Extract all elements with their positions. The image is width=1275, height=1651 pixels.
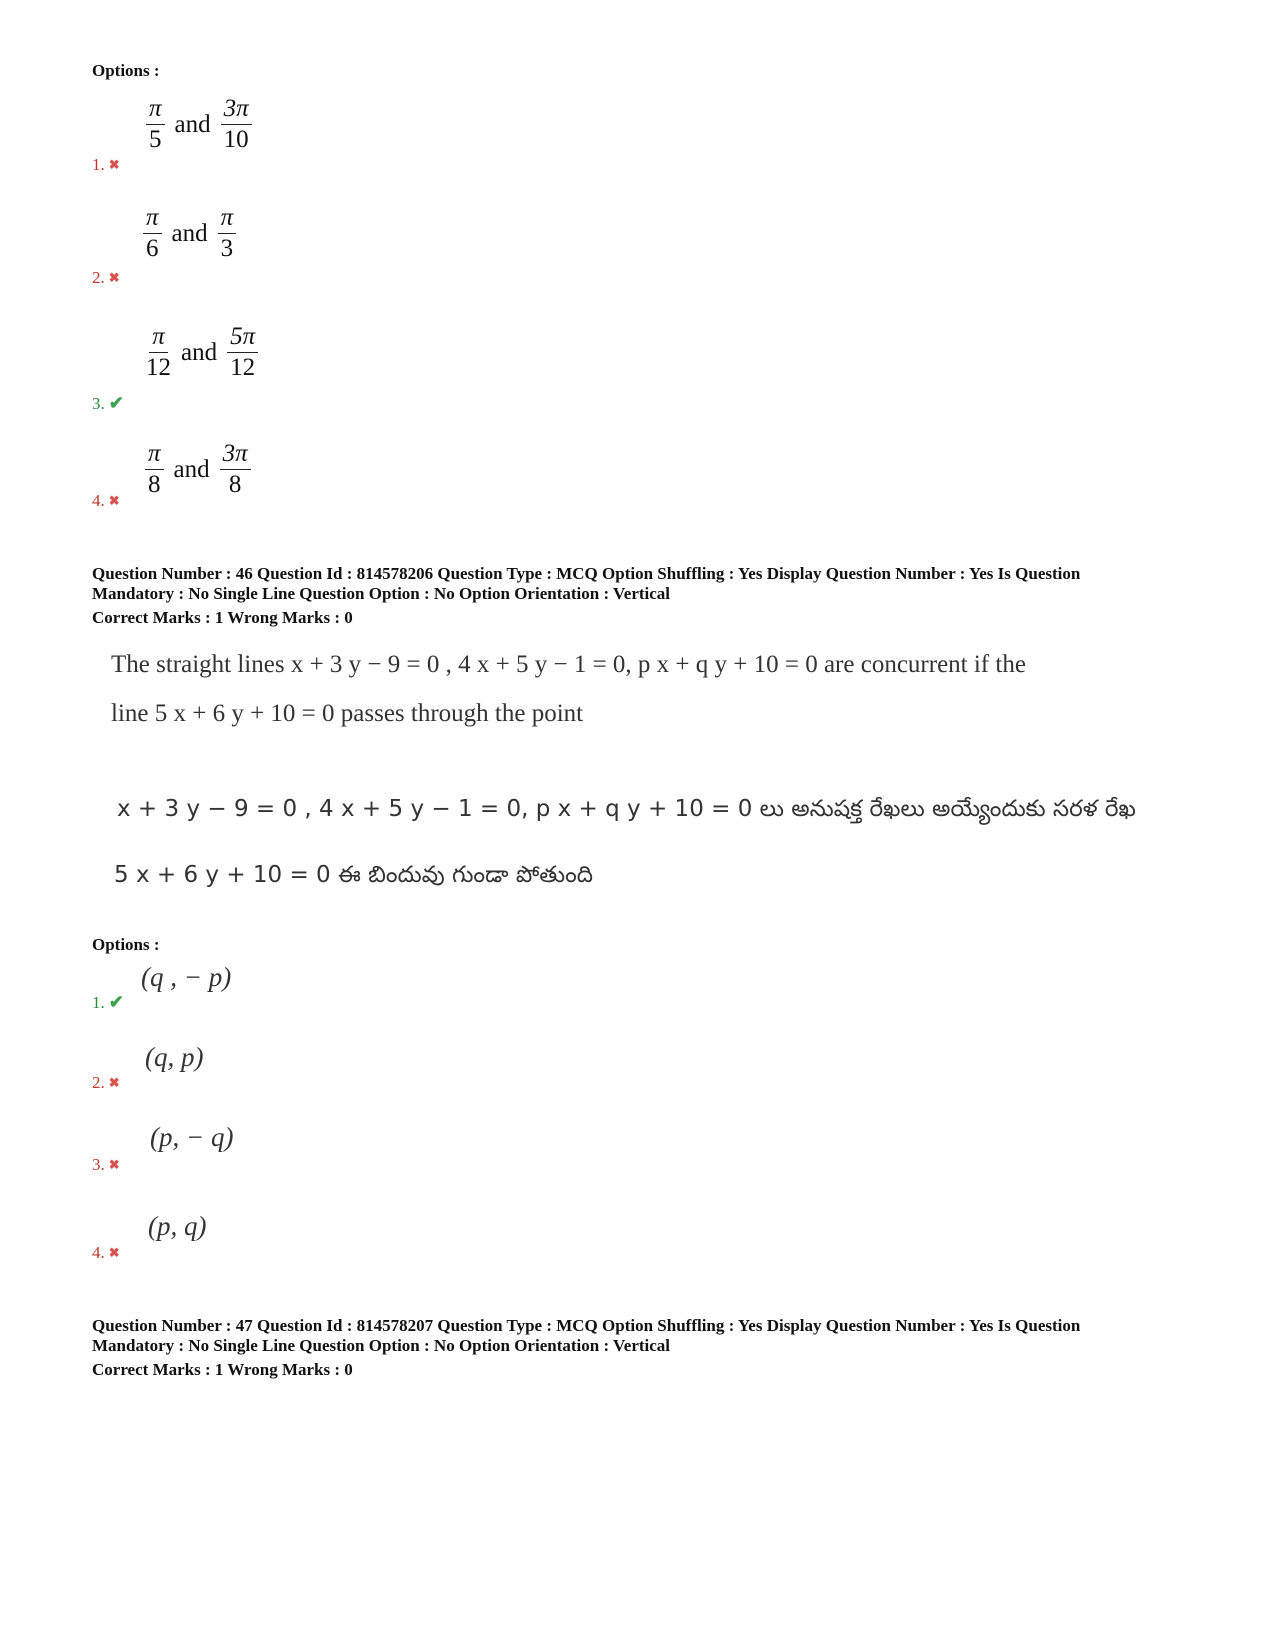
option-4-number: 4. ✖ <box>92 491 120 510</box>
fraction: $\frac{\pi}{3}$ <box>218 205 237 263</box>
fraction: $\frac{\pi}{5}$ <box>146 96 165 154</box>
option-2-expression <box>143 205 236 263</box>
option-4-expression <box>145 441 251 499</box>
q46-question-english-line1: The straight lines x + 3 y − 9 = 0 , 4 x + 5 y − 1 = 0, p x + q y + 10 = 0 are concurrent if the <box>111 651 1026 678</box>
q46-option-2-text: (q, p) <box>145 1042 204 1072</box>
option-3-number: 3. ✔ <box>92 393 124 413</box>
q46-option-1-number: 1. ✔ <box>92 992 124 1012</box>
fraction: $\frac{3\pi}{10}$ <box>221 96 252 154</box>
q46-option-4-text: (p, q) <box>148 1211 207 1241</box>
cross-icon: ✖ <box>108 157 120 172</box>
cross-icon: ✖ <box>108 270 120 285</box>
q46-meta-line2: Mandatory : No Single Line Question Option : No Option Orientation : Vertical <box>92 584 671 603</box>
q46-option-4-number: 4. ✖ <box>92 1243 120 1262</box>
fraction: $\frac{5\pi}{12}$ <box>227 324 258 382</box>
q46-option-3-number: 3. ✖ <box>92 1155 120 1174</box>
option-1-expression <box>146 96 252 154</box>
q46-option-1-text: (q , − p) <box>141 962 232 992</box>
q47-meta-line2: Mandatory : No Single Line Question Option : No Option Orientation : Vertical <box>92 1336 671 1355</box>
fraction: $\frac{\pi}{6}$ <box>143 205 162 263</box>
option-1-number: 1. ✖ <box>92 155 120 174</box>
q46-options-heading: Options : <box>92 935 160 954</box>
option-3-expression <box>146 324 258 382</box>
q46-question-telugu-line1: x + 3 y − 9 = 0 , 4 x + 5 y − 1 = 0, p x + q y + 10 = 0 లు అనుషక్త రేఖలు అయ్యేందుకు సరళ రేఖ <box>117 796 1136 822</box>
joiner-text: and <box>173 455 210 483</box>
q47-marks: Correct Marks : 1 Wrong Marks : 0 <box>92 1360 353 1379</box>
cross-icon: ✖ <box>108 1157 120 1172</box>
check-icon: ✔ <box>108 992 124 1012</box>
joiner-text: and <box>171 219 208 247</box>
options-heading: Options : <box>92 61 160 80</box>
fraction: $\frac{\pi}{8}$ <box>145 441 164 499</box>
cross-icon: ✖ <box>108 1075 120 1090</box>
option-2-number: 2. ✖ <box>92 268 120 287</box>
joiner-text: and <box>181 338 218 366</box>
cross-icon: ✖ <box>108 1245 120 1260</box>
q46-meta-line1: Question Number : 46 Question Id : 814578206 Question Type : MCQ Option Shuffling : Yes Display Question Number : Yes Is Question <box>92 564 1081 583</box>
joiner-text: and <box>174 110 211 138</box>
fraction: $\frac{3\pi}{8}$ <box>220 441 251 499</box>
cross-icon: ✖ <box>108 493 120 508</box>
q46-question-english-line2: line 5 x + 6 y + 10 = 0 passes through the point <box>111 700 584 727</box>
fraction: $\frac{\pi}{12}$ <box>146 323 171 382</box>
q46-question-telugu-line2: 5 x + 6 y + 10 = 0 ఈ బిందువు గుండా పోతుంది <box>114 862 593 888</box>
q47-meta-line1: Question Number : 47 Question Id : 814578207 Question Type : MCQ Option Shuffling : Yes Display Question Number : Yes Is Question <box>92 1316 1081 1335</box>
q46-option-3-text: (p, − q) <box>150 1122 234 1152</box>
q46-marks: Correct Marks : 1 Wrong Marks : 0 <box>92 608 353 627</box>
q46-option-2-number: 2. ✖ <box>92 1073 120 1092</box>
check-icon: ✔ <box>108 393 124 413</box>
